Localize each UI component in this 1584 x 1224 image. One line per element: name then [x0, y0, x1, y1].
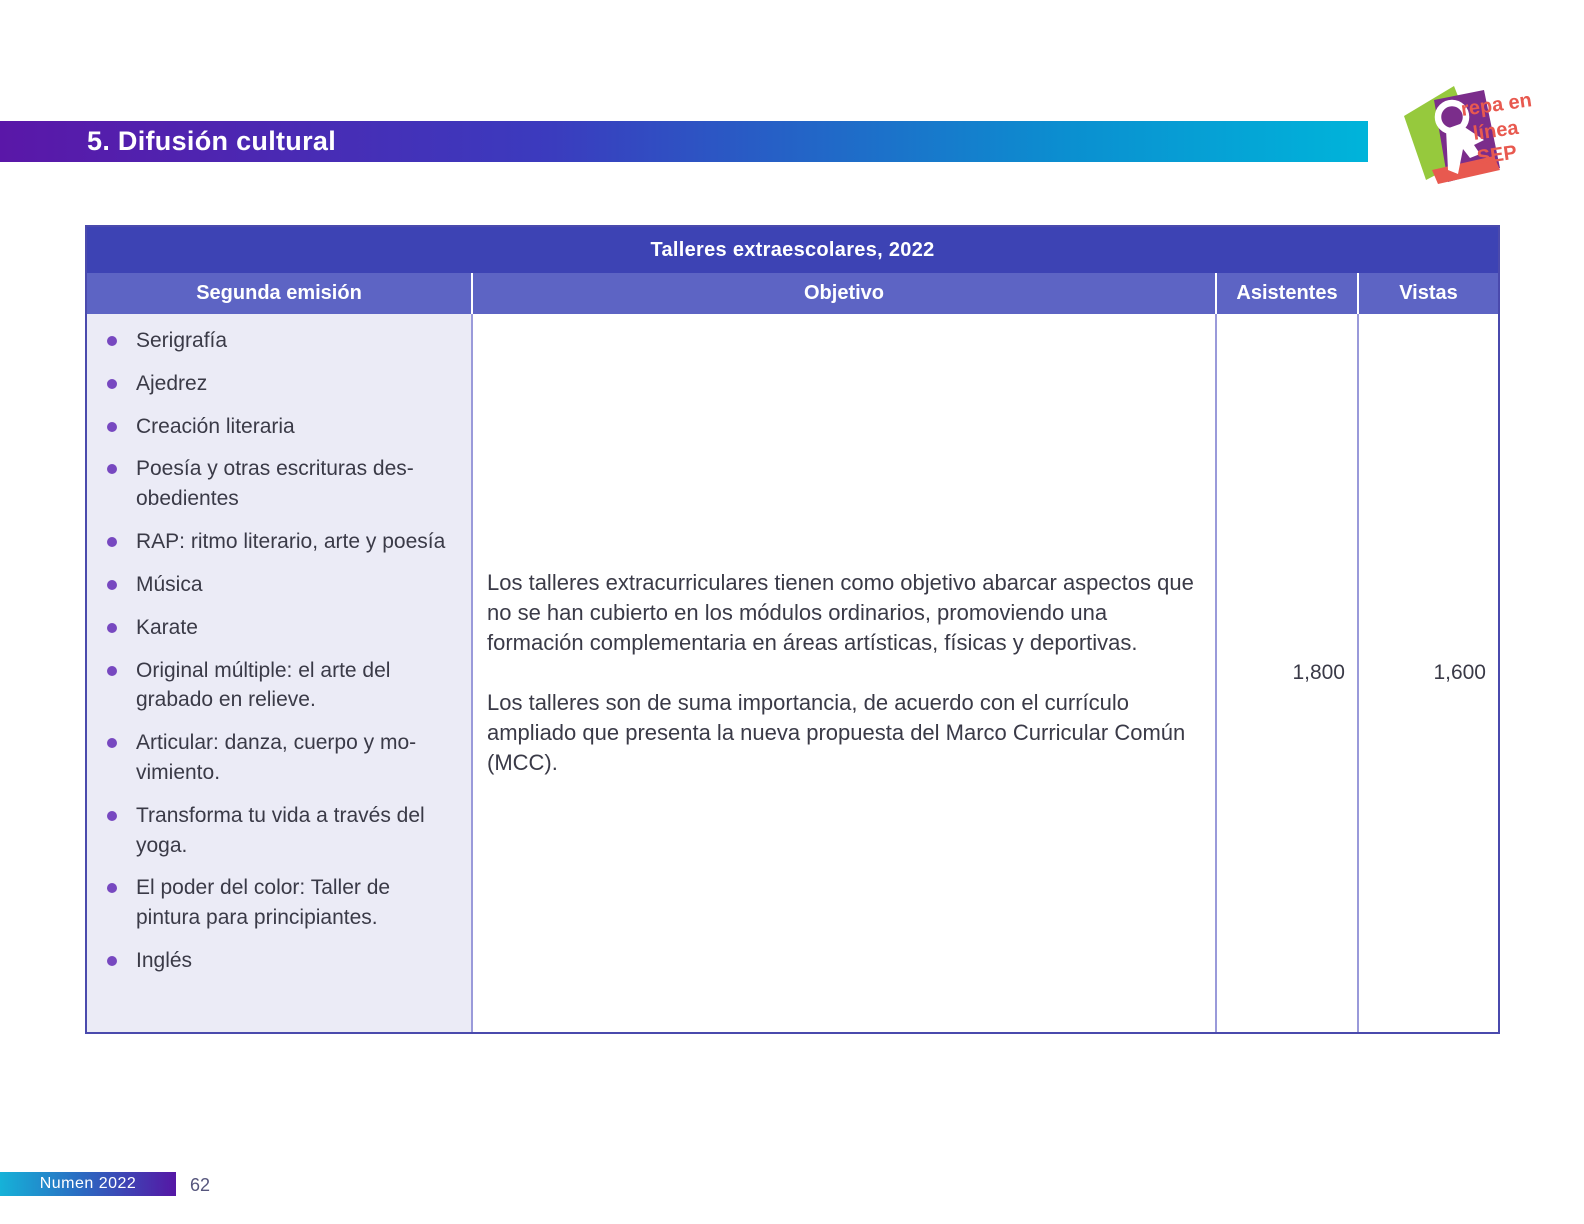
list-item — [105, 946, 455, 976]
bullet-icon — [107, 422, 117, 432]
workshop-label: Ajedrez — [136, 371, 208, 395]
column-header-objetivo: Objetivo — [471, 273, 1215, 314]
bullet-icon — [107, 537, 117, 547]
workshop-label: Transforma tu vida a través del yoga. — [136, 803, 425, 857]
bullet-icon — [107, 666, 117, 676]
bullet-icon — [107, 956, 117, 966]
list-item — [105, 412, 455, 442]
objective-paragraph: Los talleres extracurriculares tienen como objetivo abarcar aspectos que no se han cubierto en los módulos ordinarios, promoviendo una formación complementaria en áreas artísticas, físicas y deportivas. — [487, 570, 1194, 656]
workshop-label: Música — [136, 572, 203, 596]
list-item — [105, 570, 455, 600]
bullet-icon — [107, 464, 117, 474]
workshop-label: Serigrafía — [136, 329, 228, 352]
page-number: 62 — [190, 1175, 211, 1195]
logo-text-line3: SEP — [1475, 141, 1519, 169]
list-item — [105, 801, 455, 861]
list-item — [105, 369, 455, 399]
vistas-cell: 1,600 — [1357, 314, 1498, 1032]
column-header-asistentes: Asistentes — [1215, 273, 1357, 314]
workshops-cell — [87, 314, 471, 1032]
bullet-icon — [107, 623, 117, 633]
table-header-row — [87, 273, 1498, 314]
footer-bar — [0, 1172, 176, 1196]
list-item — [105, 613, 455, 643]
page-title: 5. Difusión cultural — [87, 126, 337, 156]
workshop-label: El poder del color: Taller de pintura para principiantes. — [136, 876, 391, 930]
asistentes-cell: 1,800 — [1215, 314, 1357, 1032]
column-header-segunda-emision: Segunda emisión — [196, 282, 362, 304]
workshop-label: Articular: danza, cuerpo y movimiento. — [136, 731, 417, 784]
workshop-label: Poesía y otras escrituras desobedientes — [136, 457, 414, 511]
section-header-banner — [0, 121, 1368, 162]
list-item — [105, 873, 455, 933]
list-item — [105, 527, 455, 557]
bullet-icon — [107, 336, 117, 346]
table-title: Talleres extraescolares, 2022 — [87, 227, 1498, 273]
list-item — [105, 656, 455, 716]
bullet-icon — [107, 738, 117, 748]
bullet-icon — [107, 883, 117, 893]
workshop-label: Creación literaria — [136, 414, 295, 438]
bullet-icon — [107, 811, 117, 821]
logo-text-line2: línea — [1471, 116, 1520, 145]
prepa-en-linea-sep-logo — [1398, 80, 1548, 198]
table-body-row — [87, 314, 1498, 1032]
workshop-label: Karate — [136, 615, 198, 639]
footer-label: Numen 2022 — [39, 1175, 137, 1192]
bullet-icon — [107, 580, 117, 590]
bullet-icon — [107, 379, 117, 389]
workshops-table — [85, 225, 1500, 1034]
objective-paragraph: Los talleres son de suma importancia, de acuerdo con el currículo ampliado que presenta la nueva propuesta del Marco Curricular Común (MCC). — [487, 690, 1186, 775]
list-item — [105, 326, 455, 356]
list-item — [105, 728, 455, 788]
workshop-label: RAP: ritmo literario, arte y poesía — [136, 530, 446, 554]
workshop-list — [105, 326, 455, 976]
objective-cell — [471, 314, 1215, 1032]
list-item — [105, 454, 455, 514]
column-header-vistas: Vistas — [1357, 273, 1498, 314]
workshop-label: Original múltiple: el arte del grabado en relieve. — [136, 658, 391, 712]
logo-text-line1: repa en — [1459, 89, 1534, 121]
workshop-label: Inglés — [136, 949, 193, 972]
